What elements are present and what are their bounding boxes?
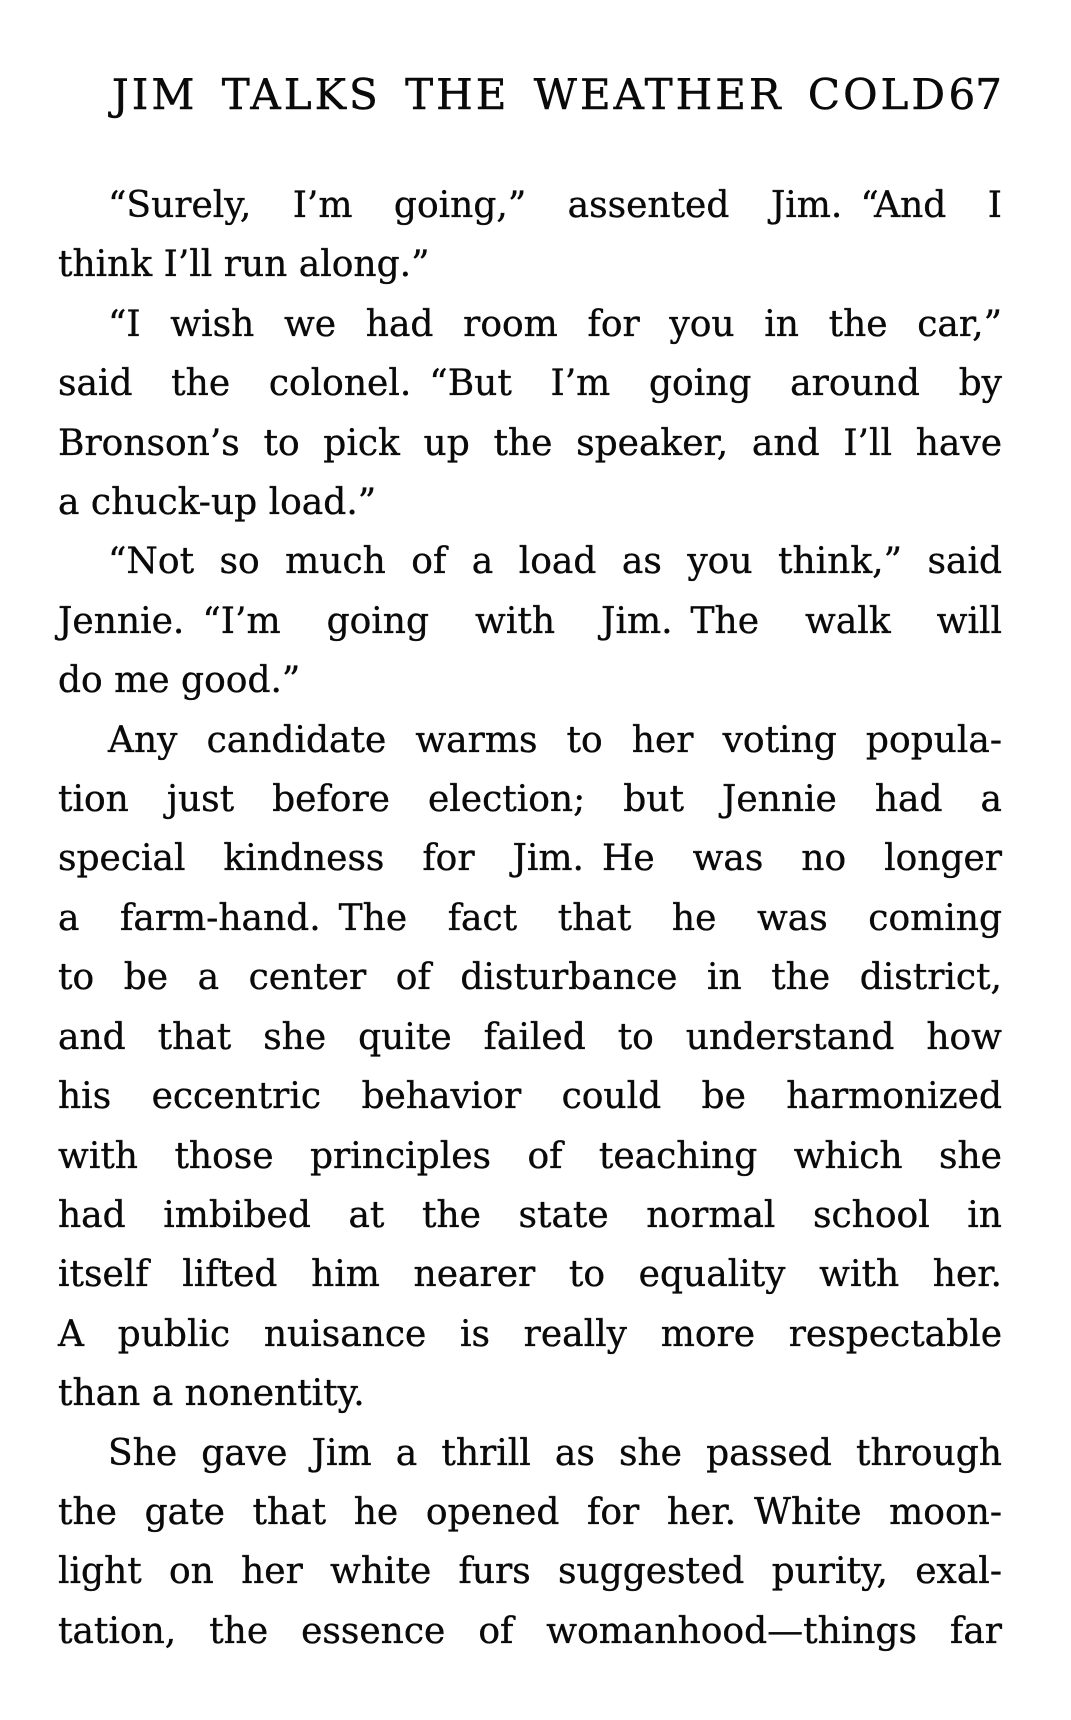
text-line: to be a center of disturbance in the district, (58, 957, 1002, 999)
text-line: tation, the essence of womanhood—things far (58, 1610, 1002, 1652)
paragraph (58, 1424, 1002, 1662)
text-line: with those principles of teaching which she (58, 1135, 1002, 1177)
paragraph (58, 532, 1002, 710)
paragraph (58, 711, 1002, 1424)
page-body (58, 176, 1002, 1661)
text-line: said the colonel. “But I’m going around by (58, 363, 1002, 405)
text-line: think I’ll run along.” (58, 244, 430, 286)
running-header-title: JIM TALKS THE WEATHER COLD (111, 70, 949, 119)
page-number: 67 (948, 70, 1002, 119)
text-line: than a nonentity. (58, 1373, 365, 1415)
paragraph (58, 295, 1002, 533)
text-line: “Not so much of a load as you think,” said (108, 541, 1002, 583)
text-line: She gave Jim a thrill as she passed through (108, 1432, 1002, 1474)
text-line: tion just before election; but Jennie had a (58, 779, 1002, 821)
running-header (58, 70, 1002, 126)
text-line: light on her white furs suggested purity, exal- (58, 1551, 1002, 1593)
text-line: A public nuisance is really more respectable (58, 1313, 1002, 1355)
text-line: his eccentric behavior could be harmonized (58, 1076, 1002, 1118)
paragraph (58, 176, 1002, 295)
text-line: itself lifted him nearer to equality with her. (58, 1254, 1002, 1296)
text-line: and that she quite failed to understand how (58, 1016, 1002, 1058)
text-line: a chuck-up load.” (58, 482, 377, 524)
text-line: “I wish we had room for you in the car,” (108, 303, 1002, 345)
text-line: do me good.” (58, 660, 301, 702)
text-line: Bronson’s to pick up the speaker, and I’ll have (58, 422, 1002, 464)
text-line: Any candidate warms to her voting popula- (108, 719, 1002, 761)
text-line: special kindness for Jim. He was no longer (58, 838, 1002, 880)
text-line: a farm-hand. The fact that he was coming (58, 897, 1002, 939)
text-line: Jennie. “I’m going with Jim. The walk will (58, 600, 1002, 642)
text-line: had imbibed at the state normal school in (58, 1194, 1002, 1236)
text-line: the gate that he opened for her. White moon- (58, 1491, 1002, 1533)
text-line: “Surely, I’m going,” assented Jim. “And I (108, 185, 1002, 226)
